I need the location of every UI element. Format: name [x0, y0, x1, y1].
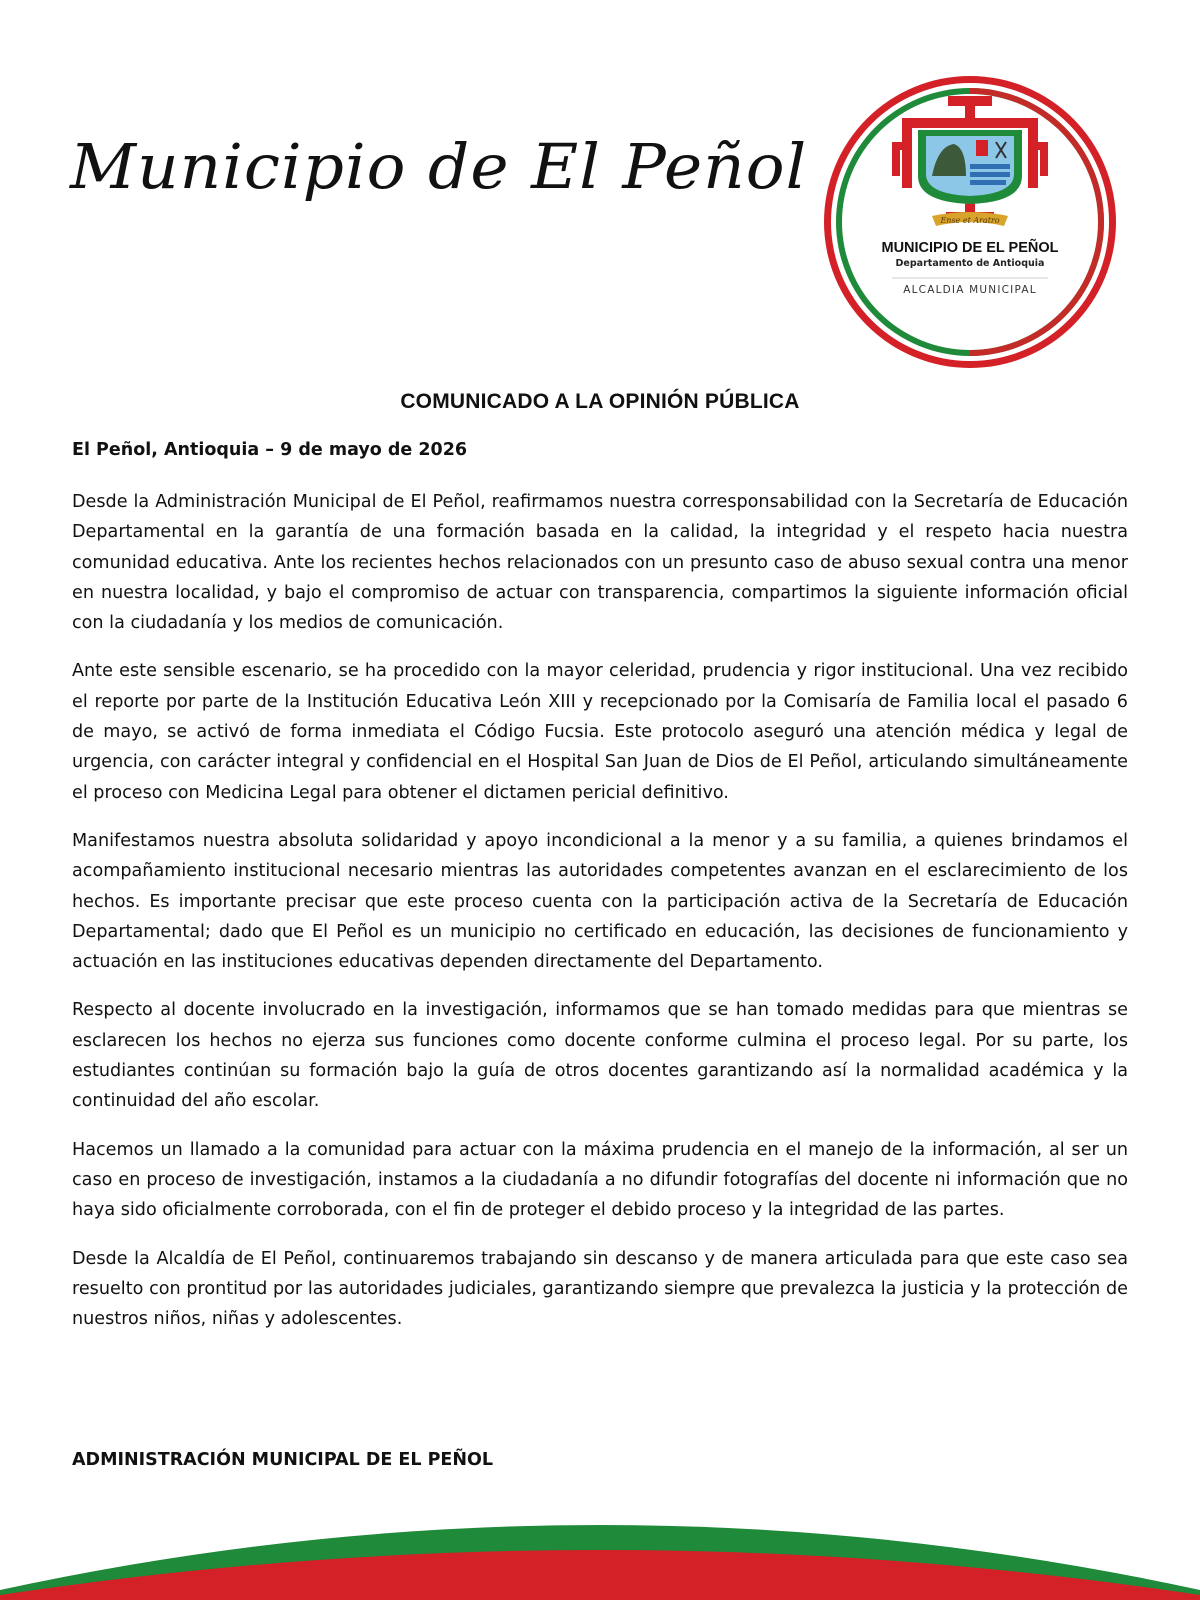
seal-motto: Ense et Aratro	[940, 216, 1000, 225]
dateline: El Peñol, Antioquia – 9 de mayo de 2026	[72, 440, 468, 460]
paragraph: Hacemos un llamado a la comunidad para actuar con la máxima prudencia en el manejo de la información, al ser un caso en proceso de investigación, instamos a la ciudadanía a no difundir fotografías del docente ni información que no haya sido oficialmente corroborada, con el fin de proteger el debido proceso y la integridad de las partes.	[72, 1139, 1128, 1221]
paragraph: Manifestamos nuestra absoluta solidaridad y apoyo incondicional a la menor y a su familia, a quienes brindamos el acompañamiento institucional necesario mientras las autoridades competentes avanzan en el esclarecimiento de los hechos. Es importante precisar que este proceso cuenta con la participación activa de la Secretaría de Educación Departamental; dado que El Peñol es un municipio no certificado en educación, las decisiones de funcionamiento y actuación en las instituciones educativas dependen directamente del Departamento.	[72, 830, 1128, 973]
signature: ADMINISTRACIÓN MUNICIPAL DE EL PEÑOL	[72, 1450, 494, 1470]
municipal-seal	[820, 72, 1120, 372]
paragraph: Respecto al docente involucrado en la investigación, informamos que se han tomado medidas para que mientras se esclarecen los hechos no ejerza sus funciones como docente conforme culmina el proceso legal. Por su parte, los estudiantes continúan su formación bajo la guía de otros docentes garantizando así la normalidad académica y la continuidad del año escolar.	[72, 1000, 1128, 1112]
paragraph: Desde la Administración Municipal de El Peñol, reafirmamos nuestra corresponsabilidad con la Secretaría de Educación Departamental en la garantía de una formación basada en la calidad, la integridad y el respeto hacia nuestra comunidad educativa. Ante los recientes hechos relacionados con un presunto caso de abuso sexual contra una menor en nuestra localidad, y bajo el compromiso de actuar con transparencia, compartimos la siguiente información oficial con la ciudadanía y los medios de comunicación.	[72, 492, 1128, 634]
paragraph: Desde la Alcaldía de El Peñol, continuaremos trabajando sin descanso y de manera articulada para que este caso sea resuelto con prontitud por las autoridades judiciales, garantizando siempre que prevalezca la justicia y la protección de nuestros niños, niñas y adolescentes.	[72, 1248, 1128, 1330]
footer-wave-decoration	[0, 1495, 1200, 1600]
paragraph: Ante este sensible escenario, se ha procedido con la mayor celeridad, prudencia y rigor institucional. Una vez recibido el reporte por parte de la Institución Educativa León XIII y recepcionado por la Comisaría de Familia local el pasado 6 de mayo, se activó de forma inmediata el Código Fucsia. Este protocolo aseguró una atención médica y legal de urgencia, con carácter integral y confidencial en el Hospital San Juan de Dios de El Peñol, articulando simultáneamente el proceso con Medicina Legal para obtener el dictamen pericial definitivo.	[72, 661, 1128, 803]
communique-body	[72, 487, 1128, 1352]
seal-name: MUNICIPIO DE EL PEÑOL	[881, 240, 1059, 256]
municipality-script-title: Municipio de El Peñol	[70, 130, 808, 203]
seal-office: ALCALDIA MUNICIPAL	[903, 284, 1037, 296]
communique-title: COMUNICADO A LA OPINIÓN PÚBLICA	[400, 390, 800, 413]
seal-department: Departamento de Antioquia	[895, 258, 1045, 269]
